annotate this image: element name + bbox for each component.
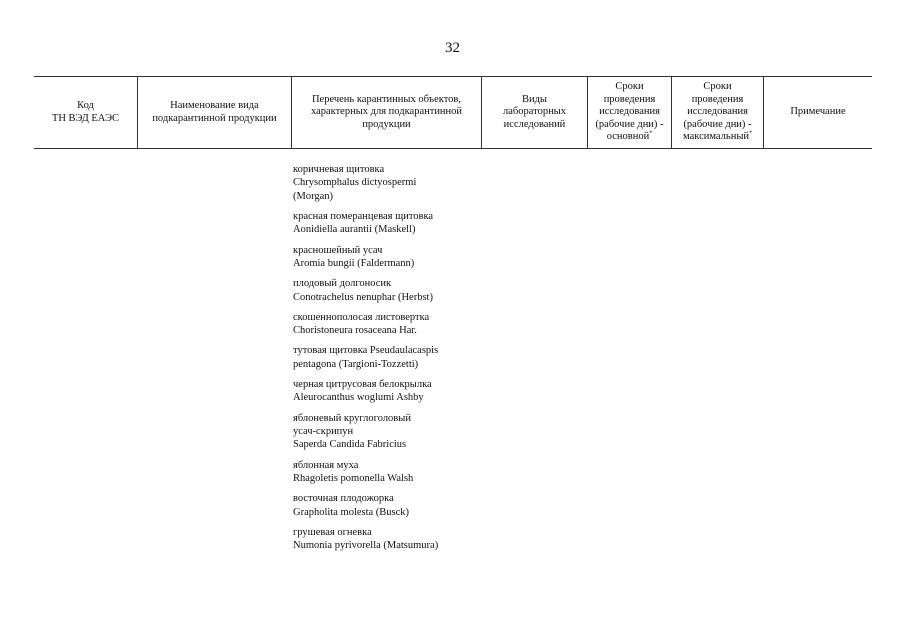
header-cell-tn-ved-code bbox=[34, 77, 138, 148]
header-cell-max-term bbox=[672, 77, 764, 148]
page-number: 32 bbox=[445, 40, 460, 56]
list-item: скошеннополосая листовертка Choristoneura rosaceana Har. bbox=[293, 311, 430, 337]
header-cell-label: Перечень карантинных объектов, характерных для подкарантинной продукции bbox=[310, 93, 463, 130]
header-cell-product-name bbox=[138, 77, 292, 148]
list-item: восточная плодожорка Grapholita molesta (Busck) bbox=[293, 493, 410, 518]
header-cell-main-term bbox=[588, 77, 672, 148]
footnote-marker: * bbox=[649, 130, 653, 137]
list-item: красная померанцевая щитовка Aonidiella aurantii (Maskell) bbox=[293, 211, 434, 236]
list-item: яблонная муха Rhagoletis pomonella Walsh bbox=[293, 459, 414, 485]
header-cell-label: Виды лабораторных исследований bbox=[502, 93, 566, 130]
footnote-marker: * bbox=[749, 130, 752, 137]
header-cell-quarantine-objects bbox=[292, 77, 482, 148]
list-item: черная цитрусовая белокрылка Aleurocanthus woglumi Ashby bbox=[293, 379, 432, 404]
list-item: коричневая щитовка Chrysomphalus dictyospermi (Morgan) bbox=[293, 164, 417, 202]
list-item: грушевая огневка Numonia pyrivorella (Matsumura) bbox=[293, 526, 439, 552]
header-cell-note bbox=[764, 77, 872, 148]
header-cell-label: Примечание bbox=[790, 106, 846, 118]
table-header bbox=[34, 76, 872, 149]
header-cell-label bbox=[683, 81, 752, 144]
header-cell-text: Сроки проведения исследования (рабочие дни) - основной bbox=[595, 81, 664, 143]
list-item: тутовая щитовка Pseudaulacaspis pentagona (Targioni-Tozzetti) bbox=[293, 345, 439, 370]
header-cell-lab-research-types bbox=[482, 77, 588, 148]
header-cell-text: Сроки проведения исследования (рабочие дни) - максимальный bbox=[683, 81, 752, 143]
header-cell-label: Наименование вида подкарантинной продукции bbox=[152, 100, 277, 124]
header-cell-label: Код ТН ВЭД ЕАЭС bbox=[51, 100, 120, 124]
list-item: яблоневый круглоголовый усач-скрипун Saperda Candida Fabricius bbox=[293, 412, 411, 451]
quarantine-objects-list bbox=[293, 163, 493, 560]
list-item: красношейный усач Aromia bungii (Faldermann) bbox=[293, 244, 415, 270]
header-cell-label bbox=[595, 81, 663, 144]
list-item: плодовый долгоносик Conotrachelus nenuphar (Herbst) bbox=[293, 278, 433, 303]
